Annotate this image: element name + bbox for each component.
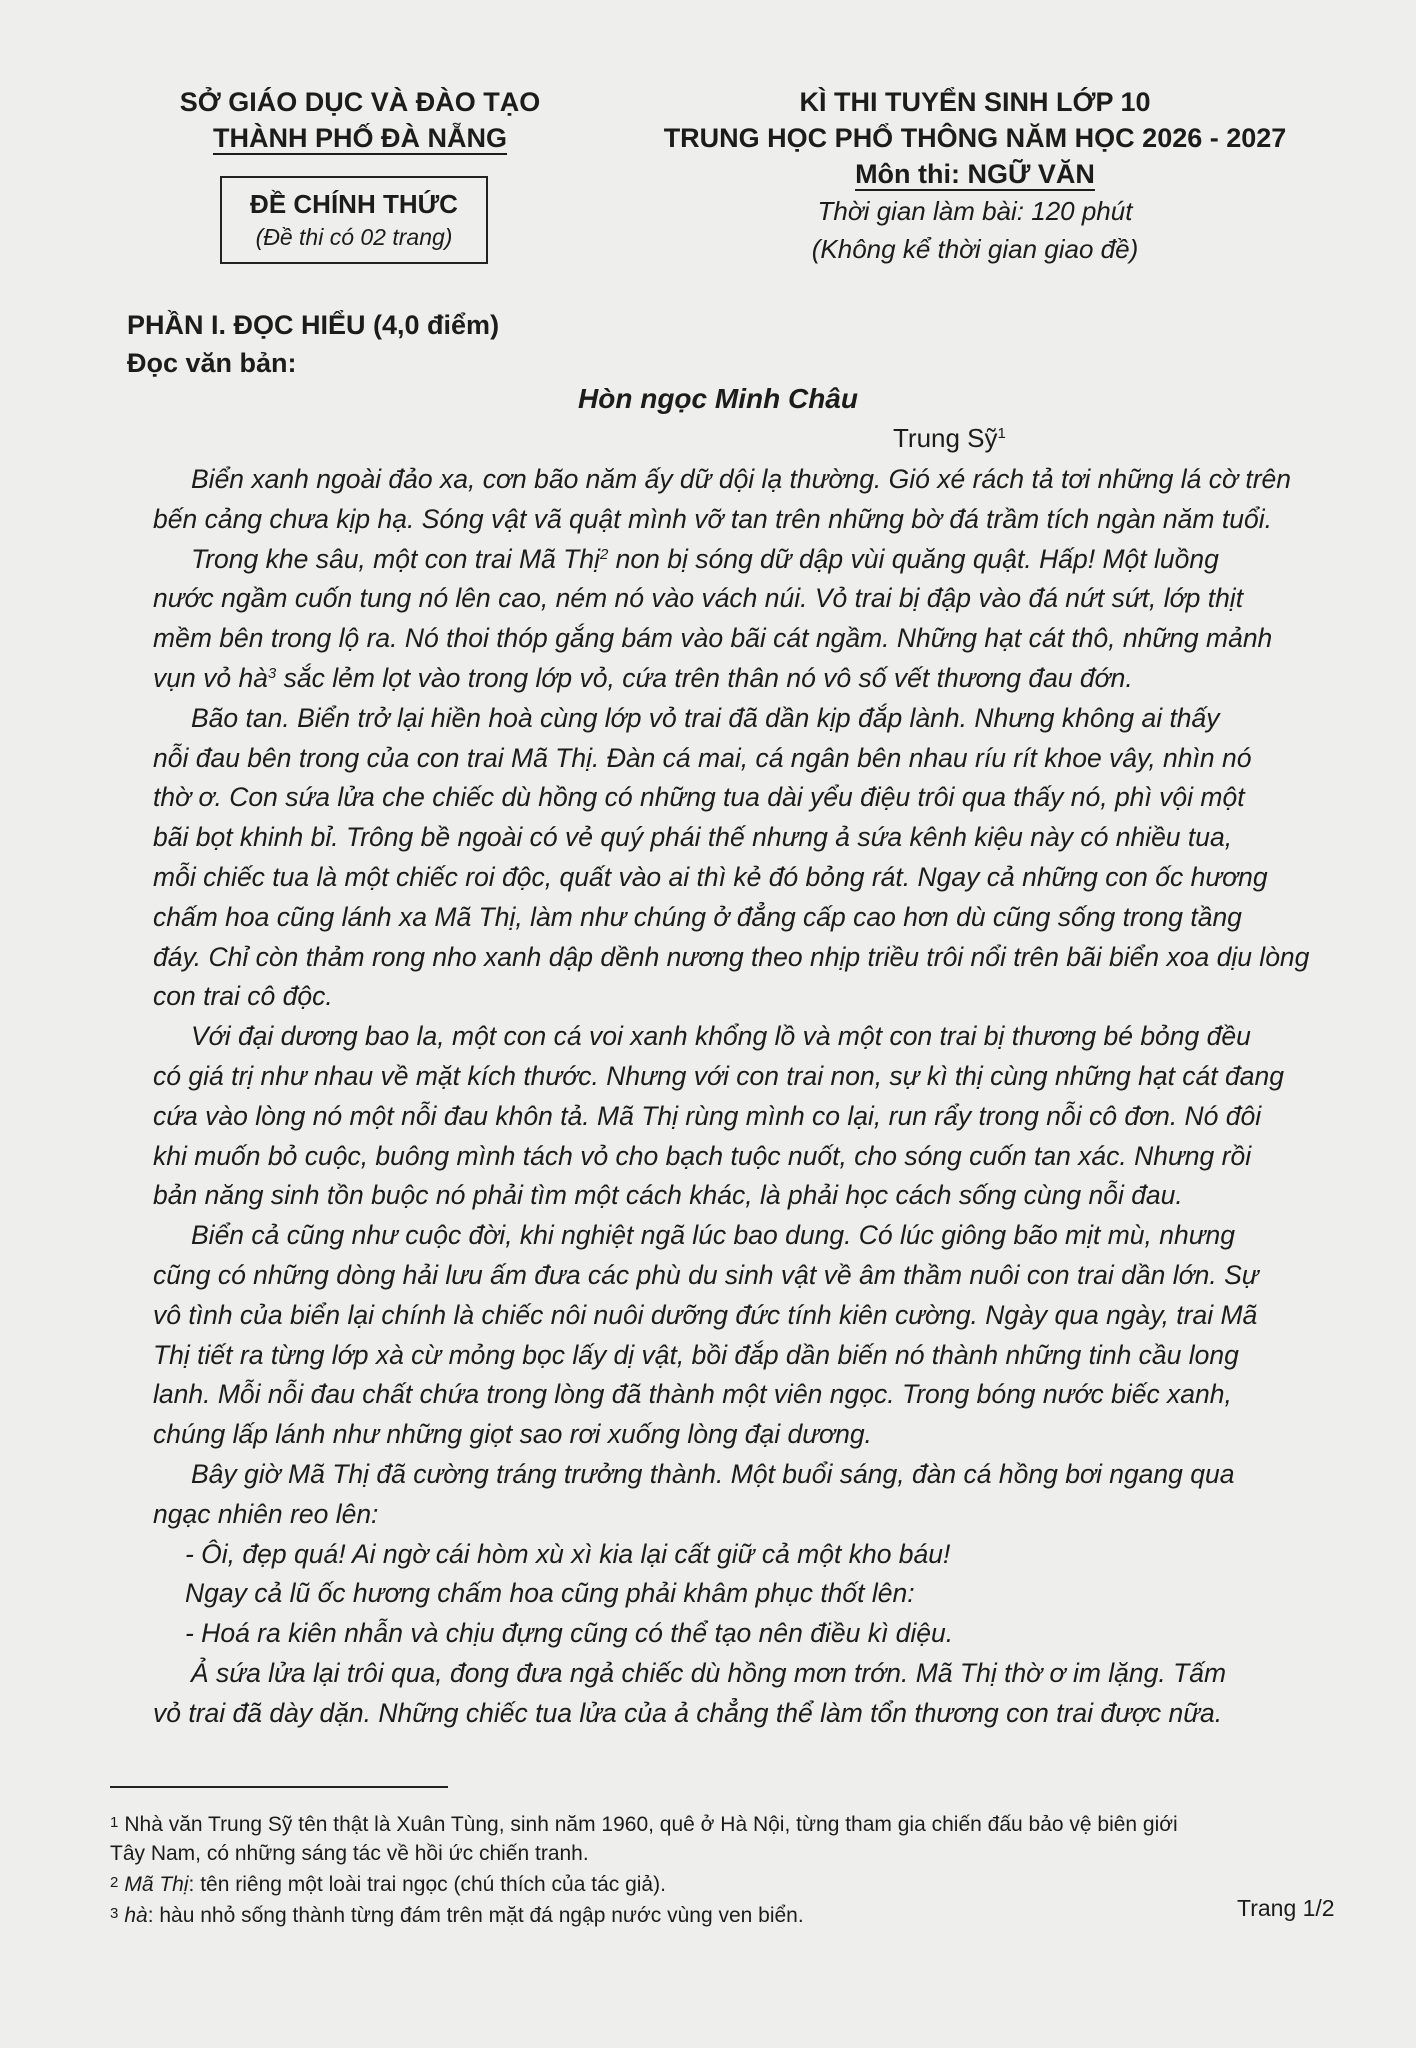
line-text: sắc lẻm lọt vào trong lớp vỏ, cứa trên thân nó vô số vết thương đau đớn. (276, 662, 1133, 693)
passage-line: Thị tiết ra từng lớp xà cừ mỏng bọc lấy dị vật, bồi đắp dần biến nó thành những tinh cầu long (153, 1339, 1239, 1370)
passage-line: Bão tan. Biển trở lại hiền hoà cùng lớp vỏ trai đã dần kịp đắp lành. Nhưng không ai thấy (191, 702, 1220, 733)
footnote-text: : hàu nhỏ sống thành từng đám trên mặt đá ngập nước vùng ven biển. (147, 1904, 804, 1927)
exam-duration: Thời gian làm bài: 120 phút (817, 196, 1133, 226)
passage-line: - Ôi, đẹp quá! Ai ngờ cái hòm xù xì kia lại cất giữ cả một kho báu! (185, 1538, 951, 1569)
page-number: Trang 1/2 (1237, 1895, 1335, 1921)
section-heading-block (127, 306, 499, 382)
passage-line: Với đại dương bao la, một con cá voi xanh khổng lồ và một con trai bị thương bé bỏng đều (191, 1021, 1251, 1052)
passage-line: vỏ trai đã dày dặn. Những chiếc tua lửa của ả chẳng thể làm tổn thương con trai được nữa. (153, 1697, 1223, 1728)
passage-author: Trung Sỹ$^1$ (893, 423, 1006, 453)
passage-line: lanh. Mỗi nỗi đau chất chứa trong lòng đã thành một viên ngọc. Trong bóng nước biếc xanh, (153, 1379, 1232, 1410)
footnote-number: 1 (110, 1814, 119, 1831)
passage-line: Biển cả cũng như cuộc đời, khi nghiệt ngã lúc bao dung. Có lúc giông bão mịt mù, nhưng (191, 1220, 1236, 1251)
line-text: Trong khe sâu, một con trai Mã Thị (191, 543, 600, 574)
footnote-line (110, 1808, 1350, 1839)
exam-subject: Môn thi: NGỮ VĂN (855, 159, 1095, 189)
passage-line: chúng lấp lánh như những giọt sao rơi xuống lòng đại dương. (153, 1419, 872, 1450)
exam-header (620, 84, 1330, 268)
official-label: ĐỀ CHÍNH THỨC (250, 189, 458, 219)
passage-body (153, 460, 1313, 1734)
footnote-text: Nhà văn Trung Sỹ tên thật là Xuân Tùng, sinh năm 1960, quê ở Hà Nội, từng tham gia chiến đấu bảo vệ biên giới (124, 1813, 1178, 1836)
department-name: SỞ GIÁO DỤC VÀ ĐÀO TẠO (179, 87, 541, 117)
passage-line: khi muốn bỏ cuộc, buông mình tách vỏ cho bạch tuộc nuốt, cho sóng cuốn tan xác. Nhưng rồi (153, 1140, 1252, 1171)
passage-line: nước ngầm cuốn tung nó lên cao, ném nó vào vách núi. Vỏ trai bị đập vào đá nứt sứt, lớp thịt (153, 583, 1244, 614)
footnote-term: hà (124, 1904, 148, 1927)
city-name: THÀNH PHỐ ĐÀ NẴNG (213, 123, 507, 153)
passage-line: Bây giờ Mã Thị đã cường tráng trưởng thành. Một buổi sáng, đàn cá hồng bơi ngang qua (191, 1458, 1235, 1489)
passage-line: thờ ơ. Con sứa lửa che chiếc dù hồng có những tua dài yểu điệu trôi qua thấy nó, phì vội một (153, 782, 1245, 813)
passage-line: bến cảng chưa kịp hạ. Sóng vật vã quật mình vỡ tan trên những bờ đá trầm tích ngàn năm tuổi. (153, 503, 1272, 534)
passage-line: chấm hoa cũng lánh xa Mã Thị, làm như chúng ở đẳng cấp cao hơn dù cũng sống trong tầng (153, 901, 1242, 932)
passage-line: đáy. Chỉ còn thảm rong nho xanh dập dềnh nương theo nhịp triều trôi nổi trên bãi biển xoa dịu lòng (153, 941, 1310, 972)
footnote-line (110, 1868, 1350, 1899)
line-text: non bị sóng dữ dập vùi quăng quật. Hấp! Một luồng (608, 543, 1219, 574)
footnotes (110, 1808, 1350, 1930)
issuer-header (130, 84, 590, 156)
footnote-line (110, 1899, 1350, 1930)
footnote-number: 3 (110, 1905, 119, 1922)
passage-line: ngạc nhiên reo lên: (153, 1498, 379, 1529)
passage-line: có giá trị như nhau về mặt kích thước. Nhưng với con trai non, sự kì thị cùng những hạt cát đang (153, 1060, 1284, 1091)
page-count-note: (Đề thi có 02 trang) (255, 224, 453, 250)
passage-line: Ngay cả lũ ốc hương chấm hoa cũng phải khâm phục thốt lên: (185, 1578, 915, 1609)
passage-line: mềm bên trong lộ ra. Nó thoi thóp gắng bám vào bãi cát ngầm. Những hạt cát thô, những mảnh (153, 623, 1273, 654)
passage-line: bãi bọt khinh bỉ. Trông bề ngoài có vẻ quý phái thế nhưng ả sứa kênh kiệu này có nhiều tua, (153, 822, 1233, 853)
exam-name: KÌ THI TUYỂN SINH LỚP 10 (799, 87, 1151, 117)
footnote-term: Mã Thị (124, 1873, 189, 1896)
passage-line: vô tình của biển lại chính là chiếc nôi nuôi dưỡng đức tính kiên cường. Ngày qua ngày, trai Mã (153, 1299, 1258, 1330)
author-footnote-mark: 1 (997, 425, 1006, 442)
passage-line: cứa vào lòng nó một nỗi đau khôn tả. Mã Thị rùng mình co lại, run rẩy trong nỗi cô đơn. Nó đôi (153, 1100, 1262, 1131)
footnote-divider (110, 1786, 448, 1788)
passage-line: nỗi đau bên trong của con trai Mã Thị. Đàn cá mai, cá ngân bên nhau ríu rít khoe vây, nhìn nó (153, 742, 1252, 773)
passage-line: mỗi chiếc tua là một chiếc roi độc, quất vào ai thì kẻ đó bỏng rát. Ngay cả những con ốc hương (153, 861, 1268, 892)
passage-line (153, 659, 1313, 699)
footnote-line (110, 1839, 1350, 1868)
line-text: vụn vỏ hà (153, 662, 268, 693)
section-instruction: Đọc văn bản: (127, 348, 297, 378)
official-exam-box (220, 176, 488, 264)
footnote-text: : tên riêng một loài trai ngọc (chú thích của tác giả). (188, 1873, 666, 1896)
passage-line: - Hoá ra kiên nhẫn và chịu đựng cũng có thể tạo nên điều kì diệu. (185, 1618, 954, 1649)
passage-line: Ả sứa lửa lại trôi qua, đong đưa ngả chiếc dù hồng mơn trớn. Mã Thị thờ ơ im lặng. Tấm (191, 1657, 1227, 1688)
footnote-text: Tây Nam, có những sáng tác về hồi ức chiến tranh. (110, 1842, 589, 1865)
footnote-mark: 3 (267, 664, 277, 682)
section-heading: PHẦN I. ĐỌC HIỂU (4,0 điểm) (127, 310, 500, 340)
passage-line: Biển xanh ngoài đảo xa, cơn bão năm ấy dữ dội lạ thường. Gió xé rách tả tơi những lá cờ trên (191, 464, 1292, 494)
exam-level-year: TRUNG HỌC PHỔ THÔNG NĂM HỌC 2026 - 2027 (663, 123, 1287, 153)
passage-title: Hòn ngọc Minh Châu (578, 383, 858, 414)
passage-line (153, 540, 1313, 580)
passage-line: cũng có những dòng hải lưu ấm đưa các phù du sinh vật về âm thầm nuôi con trai dần lớn. Sự (153, 1259, 1259, 1290)
footnote-number: 2 (110, 1874, 119, 1891)
footnote-mark: 2 (599, 545, 609, 563)
exam-duration-note: (Không kể thời gian giao đề) (811, 234, 1139, 264)
passage-line: bản năng sinh tồn buộc nó phải tìm một cách khác, là phải học cách sống cùng nỗi đau. (153, 1180, 1183, 1211)
passage-line: con trai cô độc. (153, 981, 333, 1012)
